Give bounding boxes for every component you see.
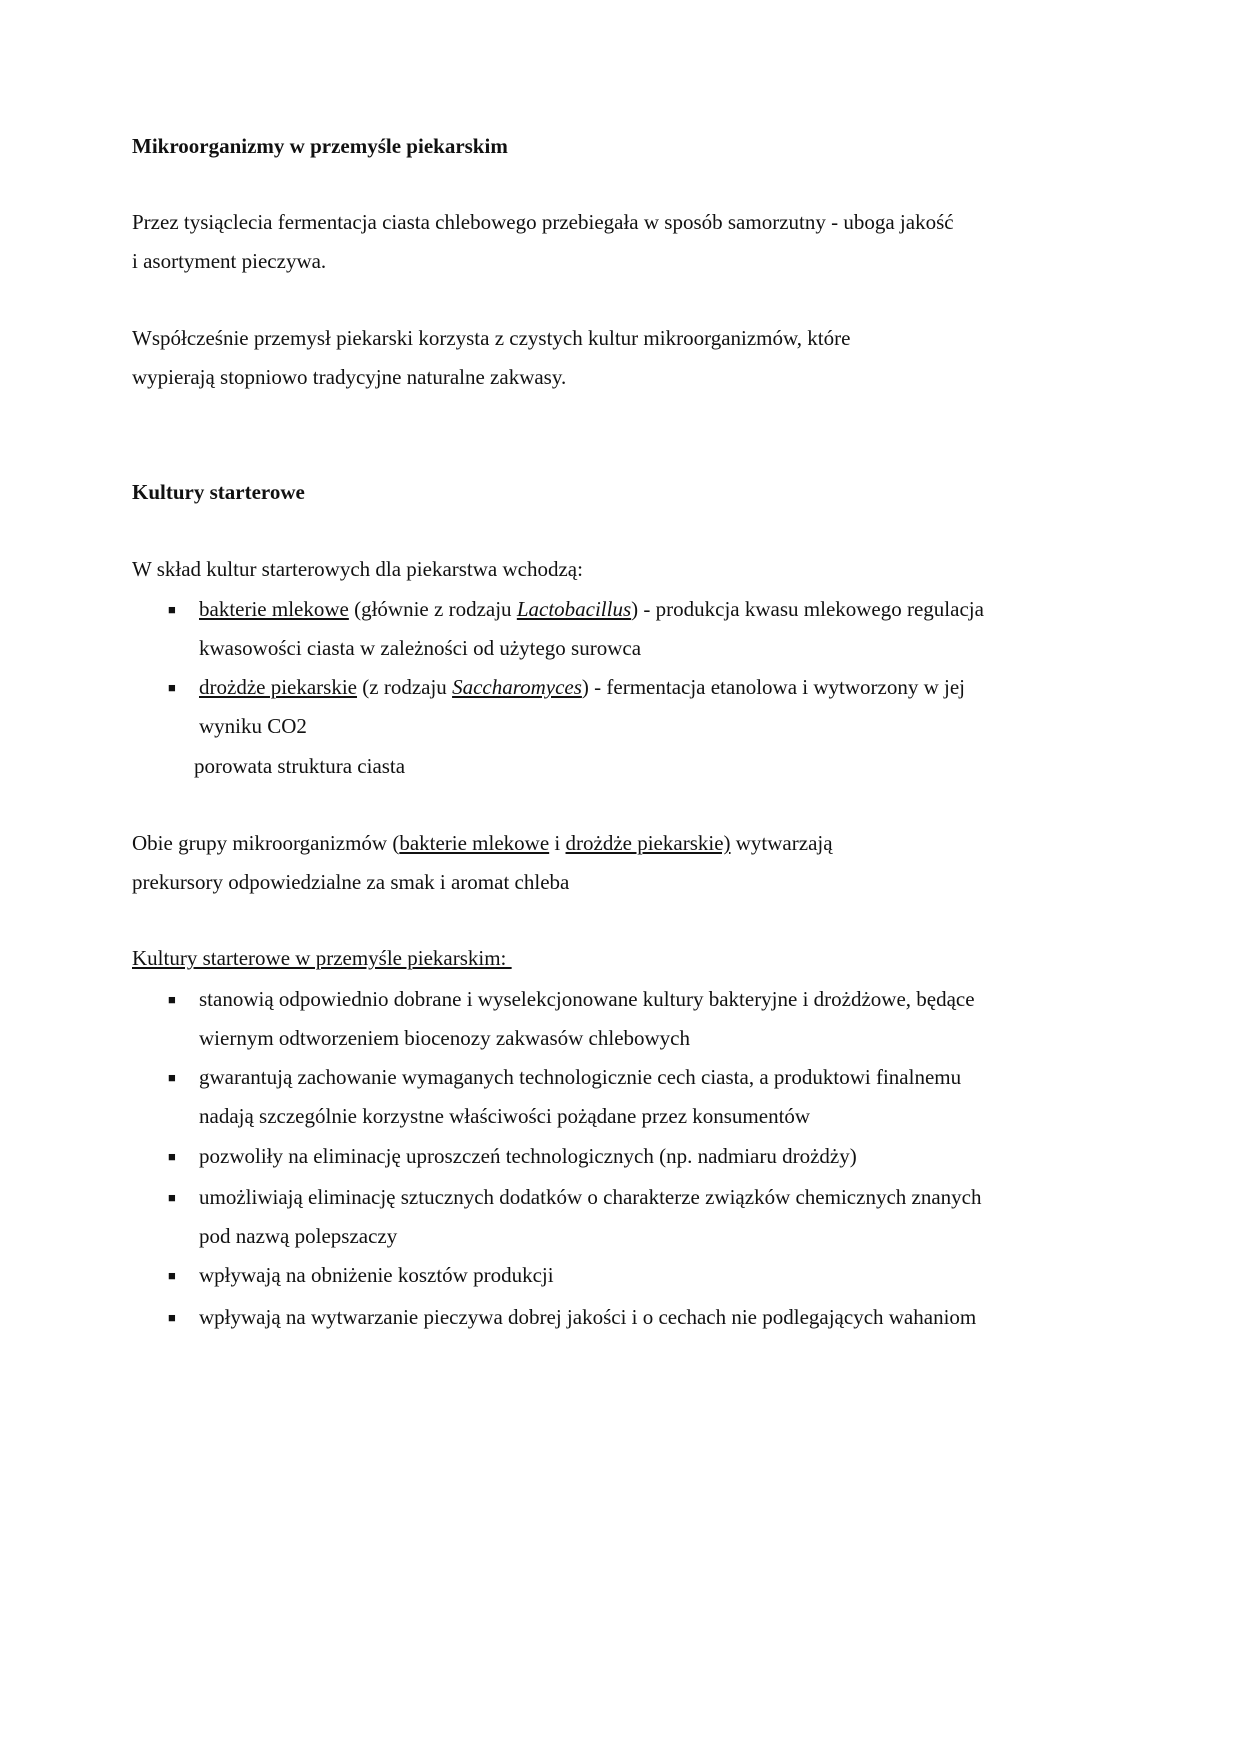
- composition-list: [132, 590, 992, 746]
- list-item: ■ umożliwiają eliminację sztucznych dodatków o charakterze związków chemicznych znanych pod nazwą polepszaczy: [132, 1178, 999, 1256]
- list-item: ■ gwarantują zachowanie wymaganych technologicznie cech ciasta, a produktowi finalnemu nadają szczególnie korzystne właściwości pożądane przez konsumentów: [132, 1058, 999, 1136]
- paragraph-both-groups: Obie grupy mikroorganizmów (bakterie mlekowe i drożdże piekarskie) wytwarzają prekursory odpowiedzialne za smak i aromat chleba: [132, 831, 833, 894]
- square-bullet-icon: ■: [168, 1070, 176, 1085]
- list-item: ■ pozwoliły na eliminację uproszczeń technologicznych (np. nadmiaru drożdży): [132, 1137, 999, 1176]
- square-bullet-icon: ■: [168, 1268, 176, 1283]
- list-item: ■ wpływają na obniżenie kosztów produkcji: [132, 1256, 999, 1295]
- square-bullet-icon: ■: [168, 680, 176, 695]
- square-bullet-icon: ■: [168, 1190, 176, 1205]
- document-title: Mikroorganizmy w przemyśle piekarskim: [132, 134, 508, 158]
- benefits-list: [132, 980, 992, 1337]
- list-item: ■ wpływają na wytwarzanie pieczywa dobrej jakości i o cechach nie podlegających wahaniom: [132, 1298, 999, 1337]
- paragraph-intro: Przez tysiąclecia fermentacja ciasta chlebowego przebiegała w sposób samorzutny - uboga jakość i asortyment pieczywa.: [132, 210, 954, 273]
- square-bullet-icon: ■: [168, 1310, 176, 1325]
- list-item: ■ bakterie mlekowe (głównie z rodzaju Lactobacillus) - produkcja kwasu mlekowego regulacja kwasowości ciasta w zależności od użytego surowca: [132, 590, 999, 668]
- composition-intro: W skład kultur starterowych dla piekarstwa wchodzą:: [132, 557, 583, 581]
- paragraph-modern: Współcześnie przemysł piekarski korzysta z czystych kultur mikroorganizmów, które wypierają stopniowo tradycyjne naturalne zakwasy.: [132, 326, 851, 389]
- square-bullet-icon: ■: [168, 602, 176, 617]
- square-bullet-icon: ■: [168, 1149, 176, 1164]
- list-item: ■ drożdże piekarskie (z rodzaju Saccharomyces) - fermentacja etanolowa i wytworzony w jej wyniku CO2: [132, 668, 999, 746]
- subheading-underlined: Kultury starterowe w przemyśle piekarskim:: [132, 946, 512, 970]
- list-item: ■ stanowią odpowiednio dobrane i wyselekcjonowane kultury bakteryjne i drożdżowe, będące wiernym odtworzeniem biocenozy zakwasów chlebowych: [132, 980, 999, 1058]
- section-heading: Kultury starterowe: [132, 480, 305, 504]
- square-bullet-icon: ■: [168, 992, 176, 1007]
- porous-structure-note: porowata struktura ciasta: [194, 754, 406, 778]
